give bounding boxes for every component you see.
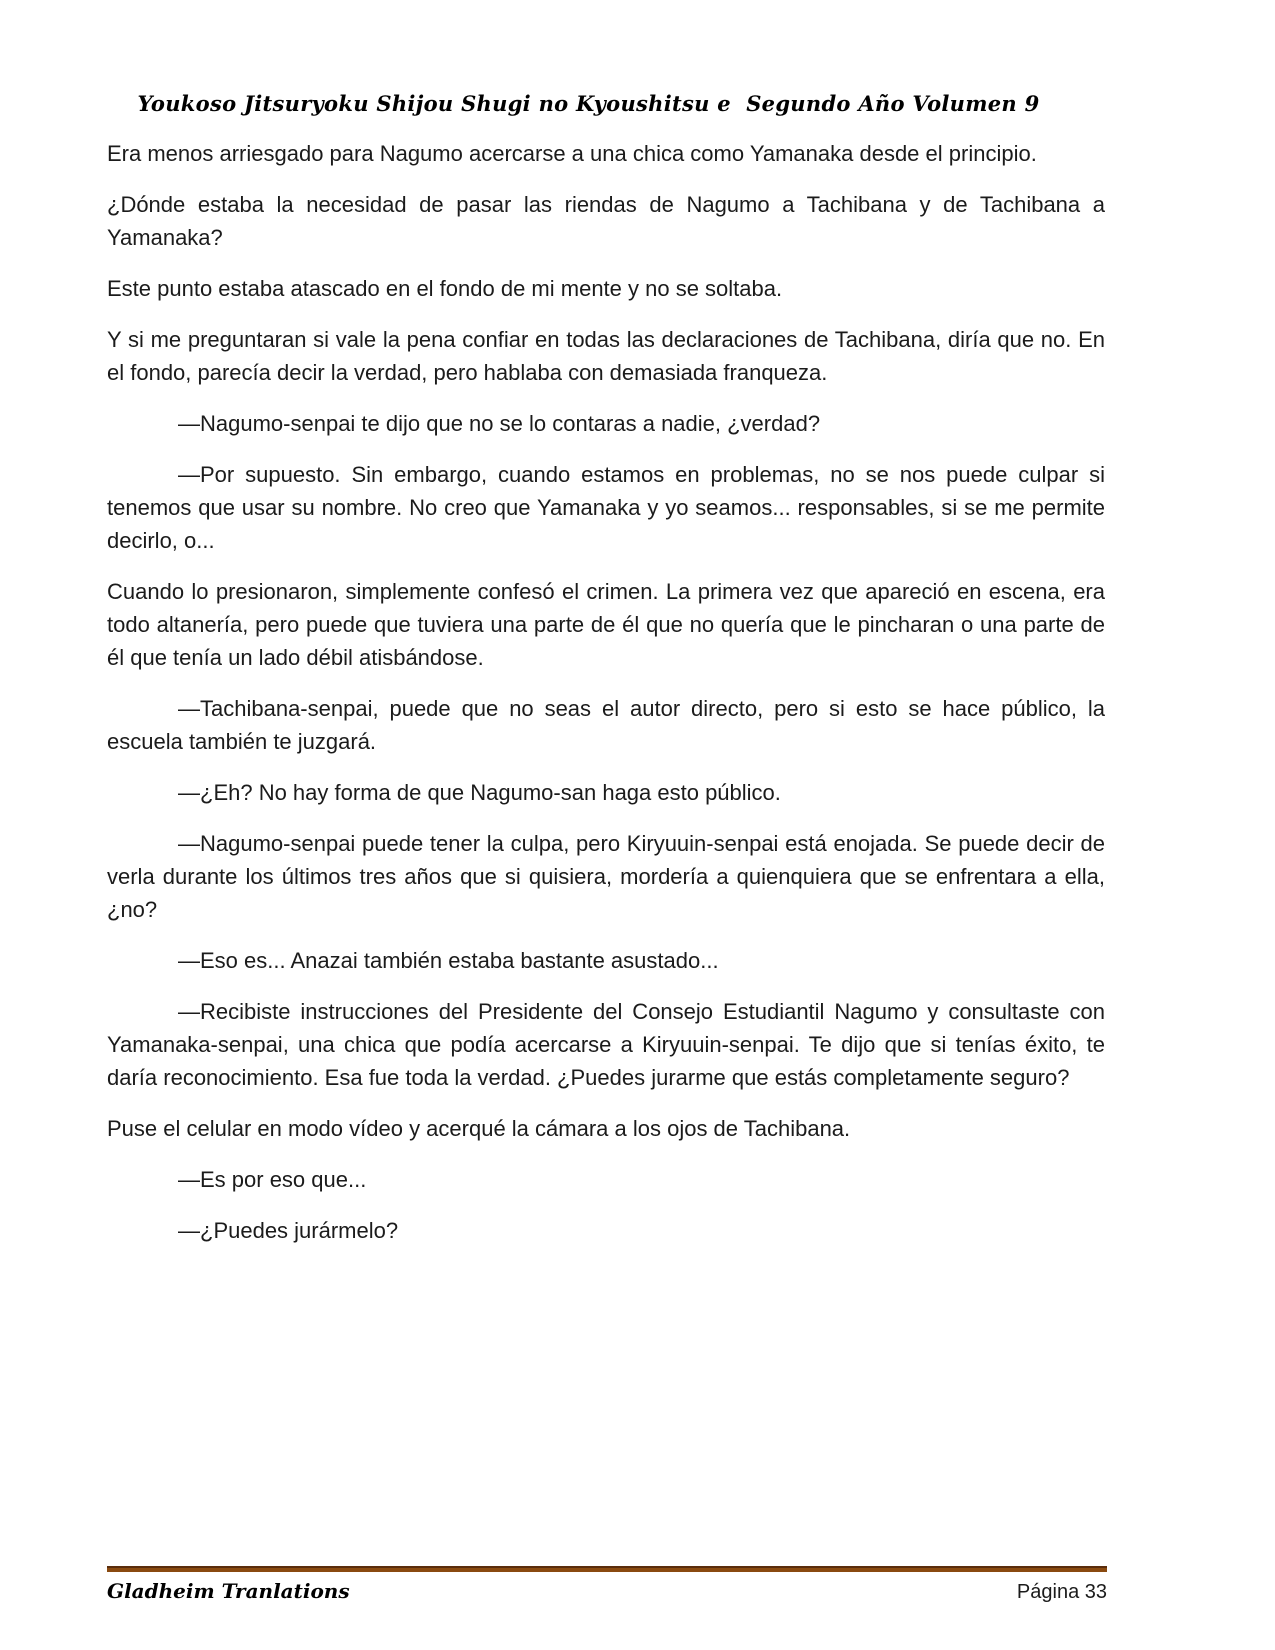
dialogue-paragraph-9: —¿Eh? No hay forma de que Nagumo-san haga esto público. [178, 780, 781, 805]
body-paragraph-1: Era menos arriesgado para Nagumo acercarse a una chica como Yamanaka desde el principio. [107, 141, 1037, 166]
dialogue-paragraph-5: —Nagumo-senpai te dijo que no se lo contaras a nadie, ¿verdad? [178, 411, 821, 436]
page-header [107, 66, 1155, 141]
dialogue-paragraph-14: —Es por eso que... [178, 1167, 367, 1192]
page-footer [107, 1566, 1107, 1604]
page-body [107, 137, 1105, 1265]
dialogue-paragraph-12: —Recibiste instrucciones del Presidente del Consejo Estudiantil Nagumo y consultaste con Yamanaka-senpai, una chica que podía acercarse a Kiryuuin-senpai. Te dijo que si tenías éxito, te daría reconocimiento. Esa fue toda la verdad. ¿Puedes jurarme que estás completamente seguro? [107, 999, 1105, 1090]
dialogue-paragraph-8: —Tachibana-senpai, puede que no seas el autor directo, pero si esto se hace público, la escuela también te juzgará. [107, 696, 1105, 754]
body-paragraph-4: Y si me preguntaran si vale la pena confiar en todas las declaraciones de Tachibana, diría que no. En el fondo, parecía decir la verdad, pero hablaba con demasiada franqueza. [107, 327, 1105, 385]
body-paragraph-2: ¿Dónde estaba la necesidad de pasar las riendas de Nagumo a Tachibana y de Tachibana a Yamanaka? [107, 192, 1105, 250]
footer-rule [107, 1566, 1107, 1572]
header-title: Youkoso Jitsuryoku Shijou Shugi no Kyoushitsu e Segundo Año Volumen 9 [137, 91, 1040, 116]
body-paragraph-13: Puse el celular en modo vídeo y acerqué la cámara a los ojos de Tachibana. [107, 1116, 851, 1141]
dialogue-paragraph-15: —¿Puedes jurármelo? [178, 1218, 399, 1243]
dialogue-paragraph-11: —Eso es... Anazai también estaba bastante asustado... [178, 948, 719, 973]
dialogue-paragraph-6: —Por supuesto. Sin embargo, cuando estamos en problemas, no se nos puede culpar si tenemos que usar su nombre. No creo que Yamanaka y yo seamos... responsables, si se me permite decirlo, o... [107, 462, 1105, 553]
body-paragraph-3: Este punto estaba atascado en el fondo de mi mente y no se soltaba. [107, 276, 783, 301]
footer-page-number: Página 33 [1016, 1581, 1107, 1603]
footer-row [107, 1579, 1107, 1604]
dialogue-paragraph-10: —Nagumo-senpai puede tener la culpa, pero Kiryuuin-senpai está enojada. Se puede decir de verla durante los últimos tres años que si quisiera, mordería a quienquiera que se enfrentara a ella, ¿no? [107, 831, 1105, 922]
body-paragraph-7: Cuando lo presionaron, simplemente confesó el crimen. La primera vez que apareció en escena, era todo altanería, pero puede que tuviera una parte de él que no quería que le pincharan o una parte de él que tenía un lado débil atisbándose. [107, 579, 1105, 670]
footer-translator-name: Gladheim Tranlations [107, 1579, 350, 1603]
